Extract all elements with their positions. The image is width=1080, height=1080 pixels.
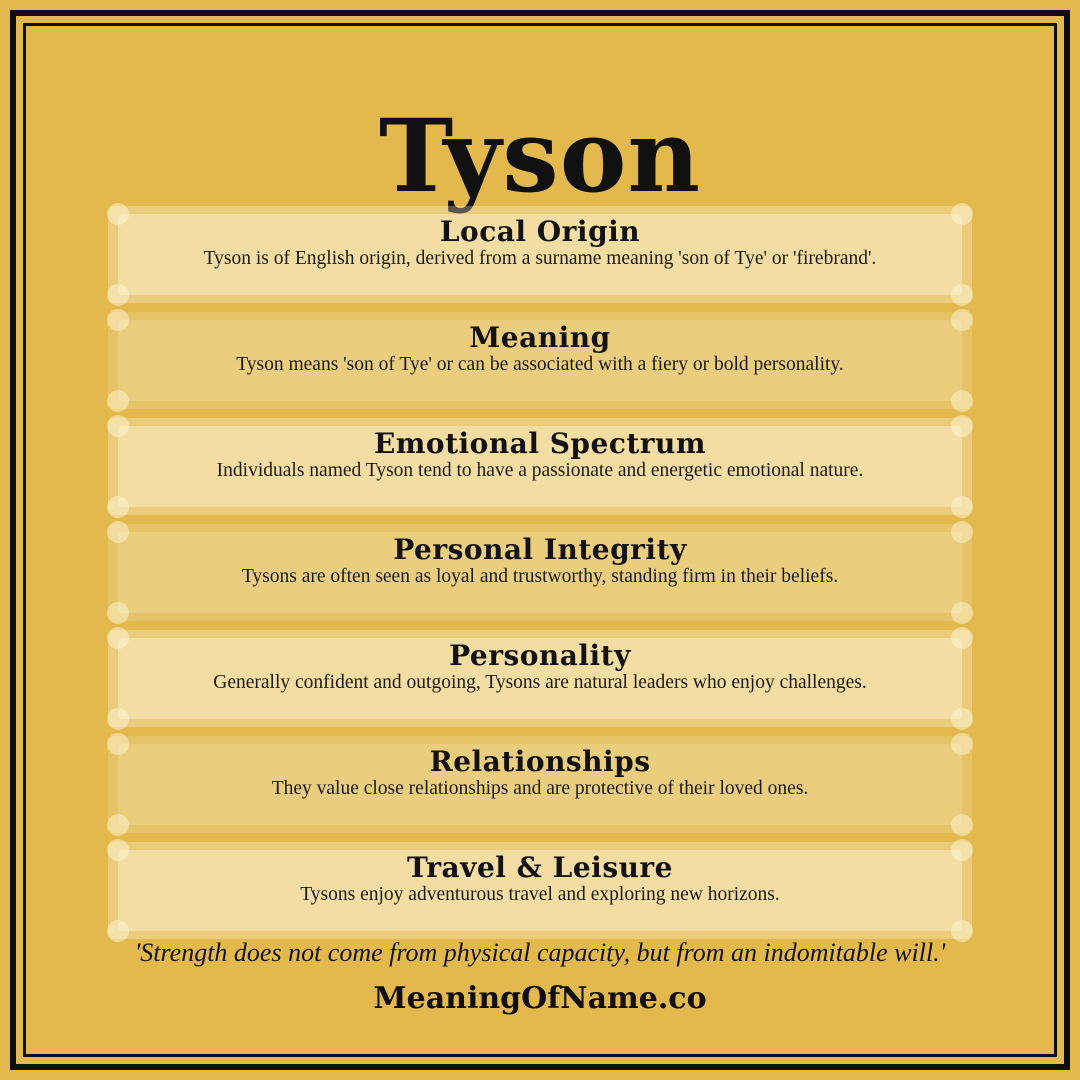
section-body: Tysons enjoy adventurous travel and exploring new horizons. xyxy=(300,884,780,905)
sections-list xyxy=(108,206,972,948)
corner-dot-icon xyxy=(951,284,973,306)
corner-dot-icon xyxy=(107,733,129,755)
corner-dot-icon xyxy=(107,496,129,518)
section-card xyxy=(108,630,972,727)
section-heading: Relationships xyxy=(429,745,651,778)
section-heading: Personality xyxy=(449,639,631,672)
corner-dot-icon xyxy=(951,814,973,836)
section-heading: Travel & Leisure xyxy=(406,851,673,884)
corner-dot-icon xyxy=(951,415,973,437)
corner-dot-icon xyxy=(951,708,973,730)
corner-dot-icon xyxy=(107,521,129,543)
section-heading: Local Origin xyxy=(439,215,641,248)
brand-name: MeaningOfName.co xyxy=(373,981,707,1016)
section-card xyxy=(108,736,972,833)
corner-dot-icon xyxy=(107,284,129,306)
section-heading: Meaning xyxy=(469,321,611,354)
page-title: Tyson xyxy=(378,97,702,215)
section-heading: Personal Integrity xyxy=(393,533,687,566)
corner-dot-icon xyxy=(951,496,973,518)
section-body: Tyson is of English origin, derived from a surname meaning 'son of Tye' or 'firebrand'. xyxy=(203,248,877,269)
corner-dot-icon xyxy=(107,708,129,730)
corner-dot-icon xyxy=(107,602,129,624)
corner-dot-icon xyxy=(107,839,129,861)
corner-dot-icon xyxy=(107,203,129,225)
section-card xyxy=(108,842,972,939)
corner-dot-icon xyxy=(951,627,973,649)
section-card xyxy=(108,524,972,621)
corner-dot-icon xyxy=(951,309,973,331)
section-body: Tysons are often seen as loyal and trustworthy, standing firm in their beliefs. xyxy=(241,566,839,587)
section-body: They value close relationships and are protective of their loved ones. xyxy=(271,778,809,799)
section-heading: Emotional Spectrum xyxy=(373,427,707,460)
corner-dot-icon xyxy=(951,390,973,412)
corner-dot-icon xyxy=(951,602,973,624)
section-card xyxy=(108,206,972,303)
footer-quote: 'Strength does not come from physical capacity, but from an indomitable will.' xyxy=(134,938,946,967)
corner-dot-icon xyxy=(951,521,973,543)
section-card xyxy=(108,418,972,515)
section-body: Generally confident and outgoing, Tysons are natural leaders who enjoy challenges. xyxy=(213,672,867,693)
corner-dot-icon xyxy=(107,415,129,437)
corner-dot-icon xyxy=(951,733,973,755)
corner-dot-icon xyxy=(107,390,129,412)
section-card xyxy=(108,312,972,409)
corner-dot-icon xyxy=(951,203,973,225)
corner-dot-icon xyxy=(107,309,129,331)
corner-dot-icon xyxy=(951,839,973,861)
corner-dot-icon xyxy=(107,627,129,649)
section-body: Individuals named Tyson tend to have a passionate and energetic emotional nature. xyxy=(216,460,864,481)
section-body: Tyson means 'son of Tye' or can be associated with a fiery or bold personality. xyxy=(236,354,844,375)
corner-dot-icon xyxy=(107,814,129,836)
